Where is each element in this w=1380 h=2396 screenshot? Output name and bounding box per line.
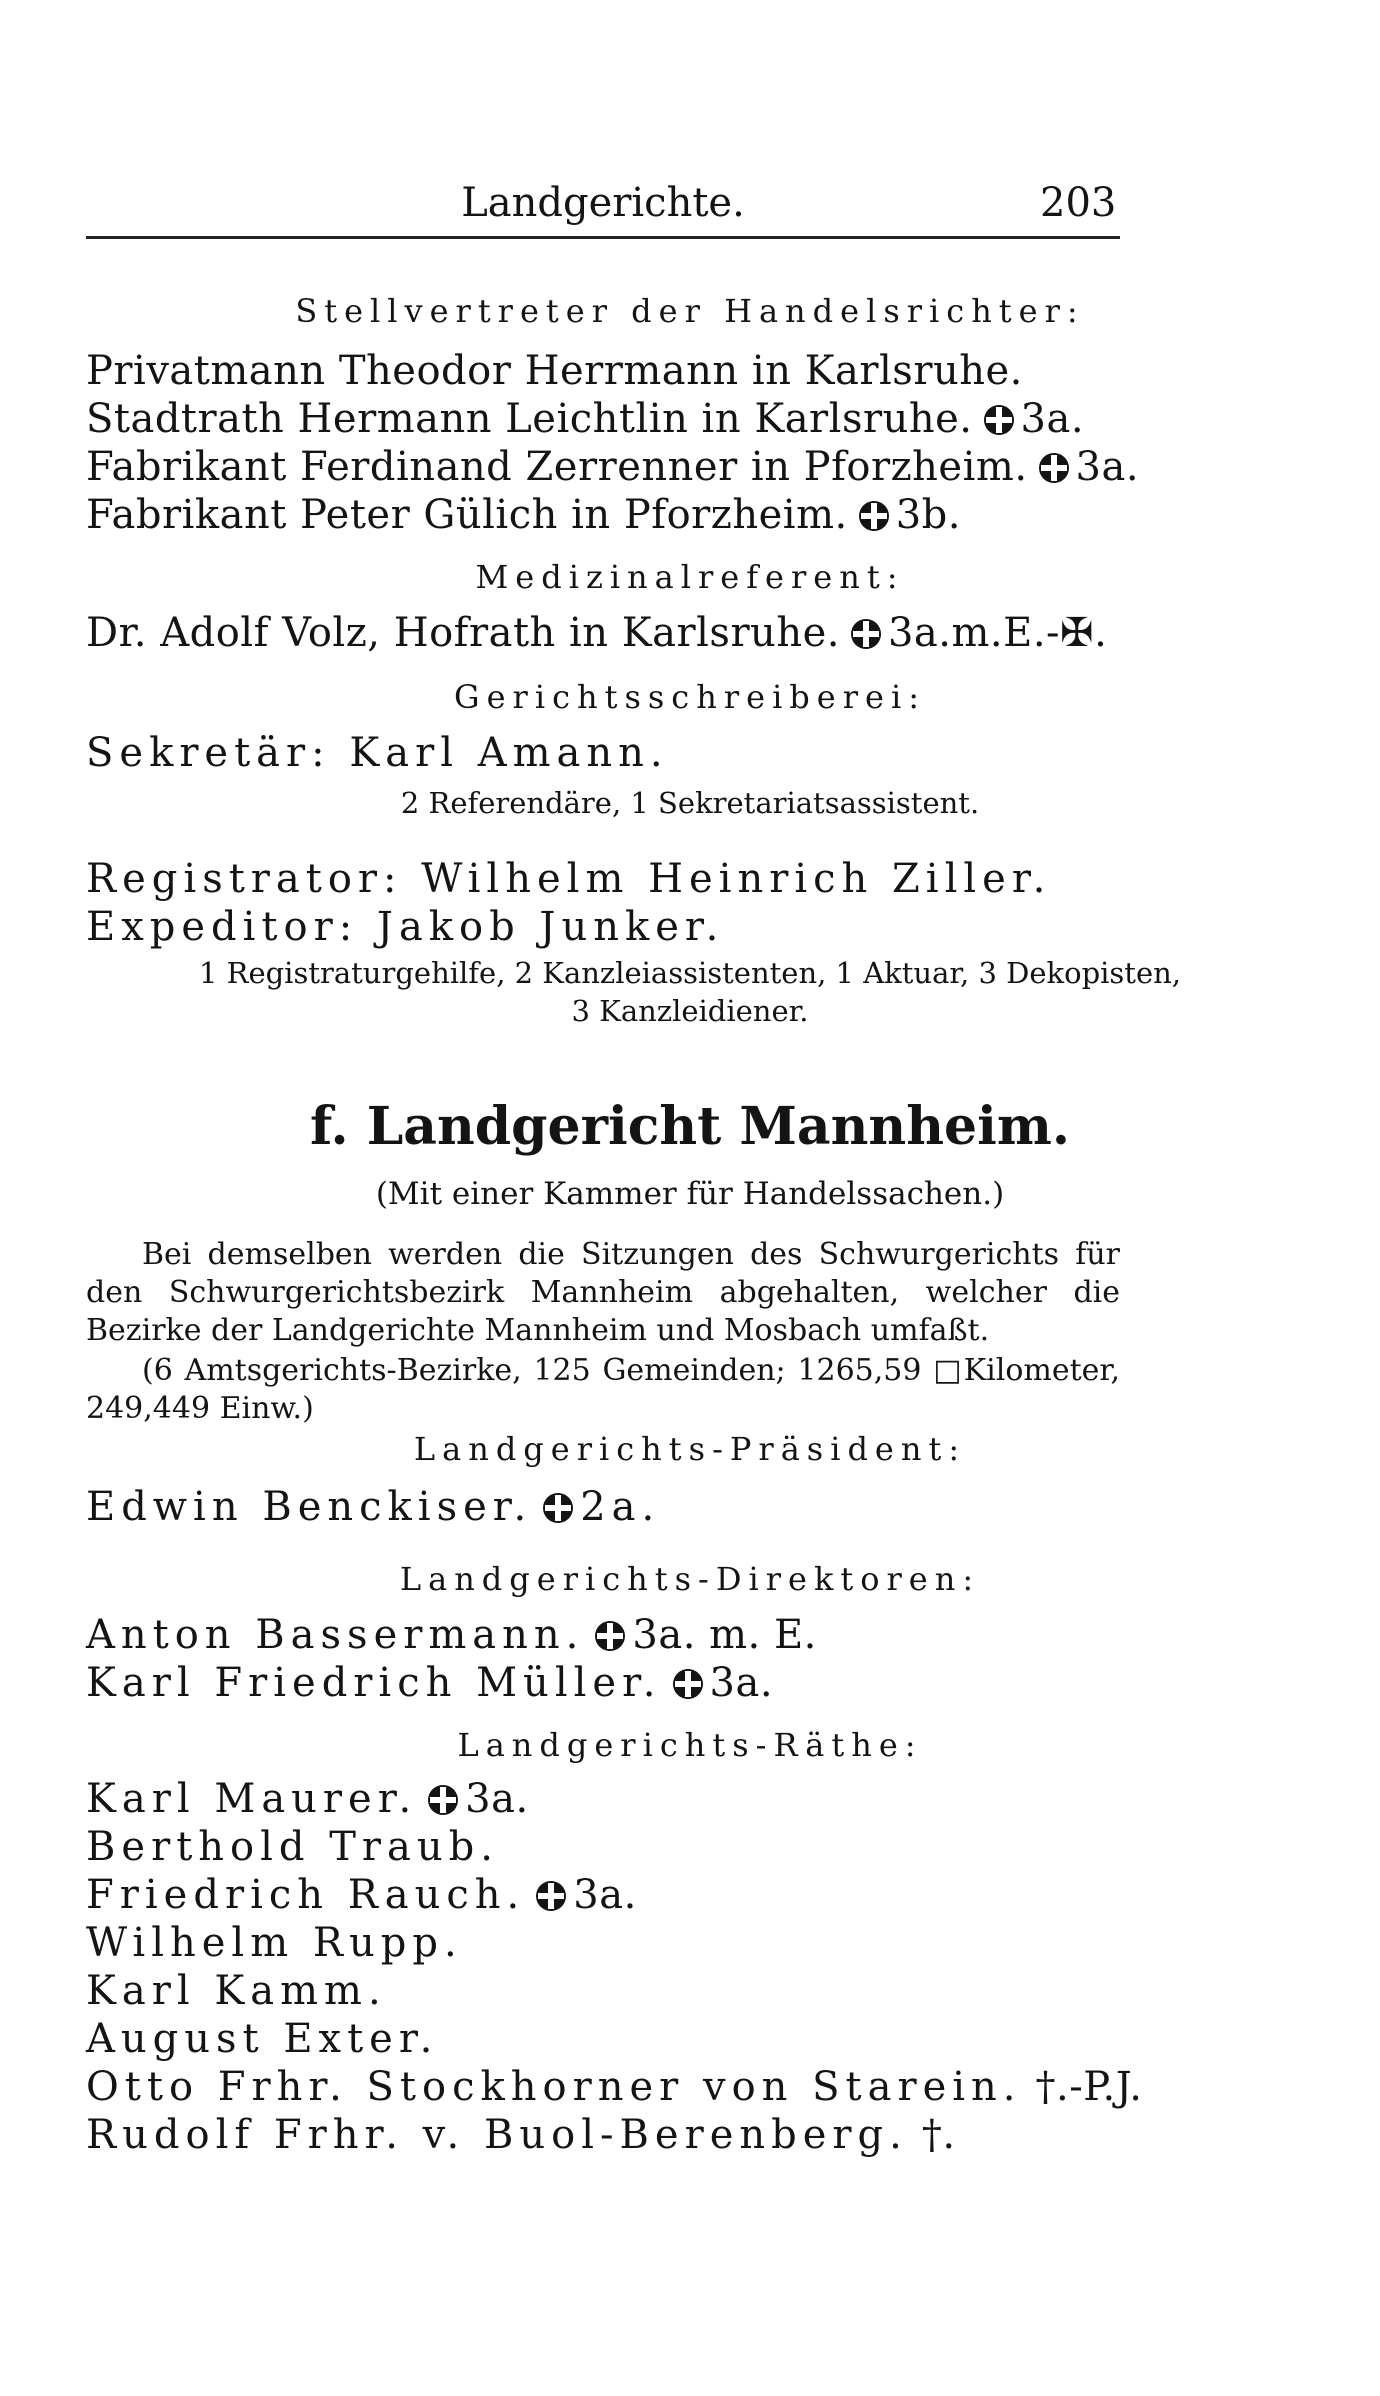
paragraph-statistics: (6 Amtsgerichts-Bezirke, 125 Gemeinden; 1265,59 □Kilometer, 249,449 Einw.) [86,1353,1120,1426]
entry-volz: Dr. Adolf Volz, Hofrath in Karlsruhe. 3a.m.E.-✠. [86,610,1108,656]
order-cross-icon [533,1878,569,1914]
section-heading-handelsrichter: Stellvertreter der Handelsrichter: [295,292,1085,330]
note-kanzleidiener: 3 Kanzleidiener. [571,994,809,1028]
note-referendare: 2 Referendäre, 1 Sekretariatsassistent. [400,786,980,820]
entry-mueller: Karl Friedrich Müller. 3a. [86,1660,774,1706]
entry-benckiser: Edwin Benckiser. 2a. [86,1484,661,1530]
entry-leichtlin: Stadtrath Hermann Leichtlin in Karlsruhe. 3a. [86,396,1085,442]
order-cross-icon [670,1666,706,1702]
running-title: Landgerichte. [461,180,745,226]
entry-registrator: Registrator: Wilhelm Heinrich Ziller. [86,856,1052,902]
section-heading-praesident: Landgerichts-Präsident: [413,1430,967,1468]
entry-zerrenner: Fabrikant Ferdinand Zerrenner in Pforzheim. 3a. [86,444,1140,490]
paragraph-schwurgericht: Bei demselben werden die Sitzungen des Schwurgerichts für den Schwurgerichtsbezirk Mannheim abgehalten, welcher die Bezirke der Landgerichte Mannheim und Mosbach umfaßt. [86,1237,1120,1348]
entry-stockhorner: Otto Frhr. Stockhorner von Starein. †.-P.J. [86,2064,1143,2110]
order-cross-icon [848,616,884,652]
subtitle-kammer: (Mit einer Kammer für Handelssachen.) [375,1176,1005,1212]
order-cross-icon [540,1490,576,1526]
order-cross-icon [981,402,1017,438]
entry-expeditor: Expeditor: Jakob Junker. [86,904,725,950]
section-heading-gerichtsschreiberei: Gerichtsschreiberei: [454,678,926,716]
order-cross-icon [1036,450,1072,486]
section-title-mannheim: f. Landgericht Mannheim. [310,1096,1070,1157]
entry-guelich: Fabrikant Peter Gülich in Pforzheim. 3b. [86,492,962,538]
entry-kamm: Karl Kamm. [86,1968,387,2014]
entry-maurer: Karl Maurer. 3a. [86,1776,529,1822]
entry-sekretaer: Sekretär: Karl Amann. [86,730,669,776]
section-heading-direktoren: Landgerichts-Direktoren: [399,1560,981,1598]
entry-traub: Berthold Traub. [86,1824,499,1870]
order-cross-icon [425,1782,461,1818]
page-number: 203 [1040,180,1117,226]
entry-buol: Rudolf Frhr. v. Buol-Berenberg. †. [86,2112,956,2158]
entry-rauch: Friedrich Rauch. 3a. [86,1872,637,1918]
entry-bassermann: Anton Bassermann. 3a. m. E. [86,1612,817,1658]
running-head [86,176,1120,232]
order-cross-icon [856,498,892,534]
section-heading-raethe: Landgerichts-Räthe: [457,1726,923,1764]
entry-herrmann: Privatmann Theodor Herrmann in Karlsruhe. [86,348,1023,394]
note-registratur: 1 Registraturgehilfe, 2 Kanzleiassistenten, 1 Aktuar, 3 Dekopisten, [198,956,1182,990]
entry-rupp: Wilhelm Rupp. [86,1920,463,1966]
entry-exter: August Exter. [86,2016,439,2062]
header-rule [86,236,1120,239]
order-cross-icon [592,1618,628,1654]
section-heading-medizinalreferent: Medizinalreferent: [475,558,905,596]
